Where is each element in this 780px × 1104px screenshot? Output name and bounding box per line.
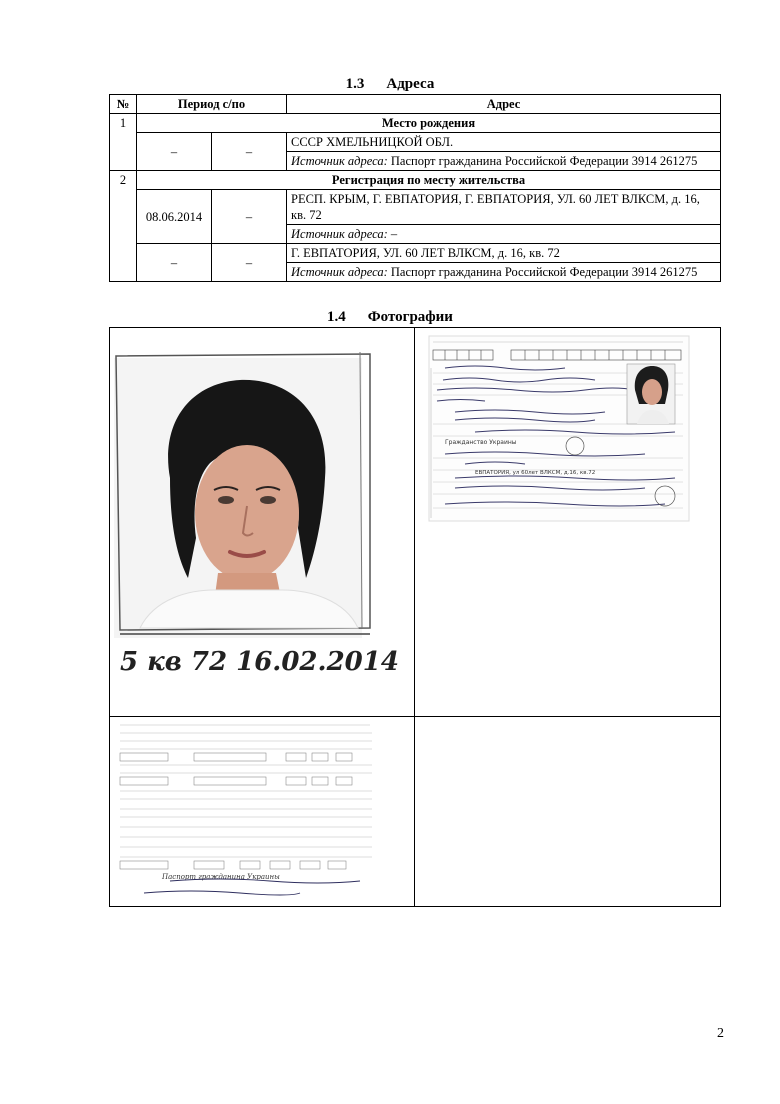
form-line: Паспорт гражданина Украины (162, 873, 280, 881)
source-value: Паспорт гражданина Российской Федерации 3914 261275 (390, 154, 698, 168)
table-row (110, 133, 721, 152)
table-row (110, 114, 721, 133)
period-from: 08.06.2014 (137, 190, 212, 244)
address-source (287, 225, 721, 244)
table-row (110, 190, 721, 225)
portrait-photo-cell (109, 327, 415, 717)
scanned-form-page1 (415, 328, 721, 717)
source-label: Источник адреса: (291, 154, 388, 168)
section-number: 1.3 (345, 76, 365, 92)
group-number: 1 (110, 114, 137, 171)
group-title: Место рождения (137, 114, 721, 133)
period-from: – (137, 244, 212, 282)
period-from: – (137, 133, 212, 171)
addresses-table (109, 94, 721, 282)
photo-handwritten-caption: 5 кв 72 16.02.2014 (120, 647, 399, 677)
address-cell: Г. ЕВПАТОРИЯ, УЛ. 60 ЛЕТ ВЛКСМ, д. 16, кв. 72 (287, 244, 721, 263)
form-line: Гражданство Украины (445, 439, 517, 446)
section-title-text: Адреса (386, 76, 435, 92)
portrait-photo (110, 328, 415, 717)
period-to: – (212, 133, 287, 171)
source-label: Источник адреса: (291, 227, 388, 241)
scanned-form-page1-cell (414, 327, 721, 717)
address-cell: СССР ХМЕЛЬНИЦКОЙ ОБЛ. (287, 133, 721, 152)
table-header-row (110, 95, 721, 114)
table-row (110, 244, 721, 263)
empty-photo-cell (414, 716, 721, 907)
source-value: Паспорт гражданина Российской Федерации 3914 261275 (390, 265, 698, 279)
header-period: Период с/по (137, 95, 287, 114)
scanned-form-page2 (110, 717, 415, 907)
page-number: 2 (717, 1026, 724, 1041)
section-number: 1.4 (327, 309, 346, 325)
address-source (287, 152, 721, 171)
section-title-text: Фотографии (367, 309, 453, 325)
table-row (110, 171, 721, 190)
group-title: Регистрация по месту жительства (137, 171, 721, 190)
form-line: ЕВПАТОРИЯ, ул 60лет ВЛКСМ, д.16, кв.72 (475, 470, 596, 476)
section-addresses-title (0, 76, 780, 93)
group-number: 2 (110, 171, 137, 282)
address-cell: РЕСП. КРЫМ, Г. ЕВПАТОРИЯ, Г. ЕВПАТОРИЯ, УЛ. 60 ЛЕТ ВЛКСМ, д. 16, кв. 72 (287, 190, 721, 225)
photo-grid (109, 327, 721, 907)
scanned-form-page2-cell (109, 716, 415, 907)
source-label: Источник адреса: (291, 265, 388, 279)
section-photos-title (0, 309, 780, 326)
header-no: № (110, 95, 137, 114)
header-address: Адрес (287, 95, 721, 114)
source-value: – (390, 227, 398, 241)
address-source (287, 263, 721, 282)
period-to: – (212, 244, 287, 282)
period-to: – (212, 190, 287, 244)
